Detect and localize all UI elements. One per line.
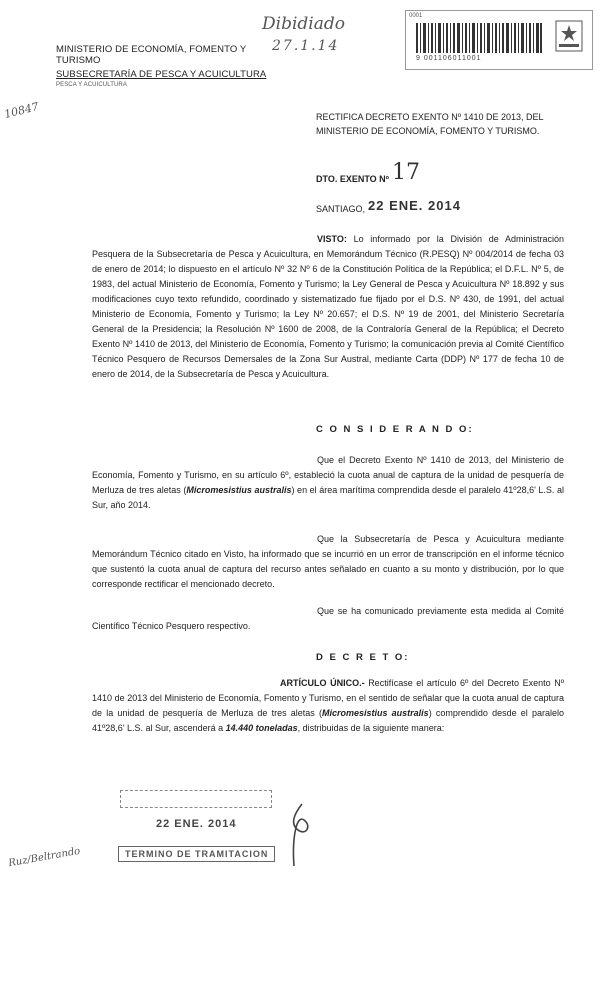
- considerando-3-text: Que se ha comunicado previamente esta medida al Comité Científico Técnico Pesquero respectivo.: [92, 606, 564, 631]
- handwritten-date: 27.1.14: [272, 38, 340, 54]
- visto-paragraph: [92, 232, 564, 382]
- article-tonnage: 14.440 toneladas: [225, 723, 298, 733]
- considerando-1-text-b: ) en el área marítima comprendida desde el paralelo 41º28,6' L.S. al Sur, año 2014.: [92, 485, 564, 510]
- decree-number: 17: [392, 160, 420, 185]
- decree-subject: RECTIFICA DECRETO EXENTO Nº 1410 DE 2013, DEL MINISTERIO DE ECONOMÍA, FOMENTO Y TURISMO.: [316, 112, 544, 136]
- undersecretariat-name: SUBSECRETARÍA DE PESCA Y ACUICULTURA: [56, 69, 267, 80]
- handwritten-note-bottom: Ruz/Beltrando: [7, 845, 82, 870]
- article-species-name: Micromesistius australis: [321, 708, 429, 718]
- signature-mark: [284, 800, 318, 870]
- considerando-paragraph-2: [92, 532, 564, 592]
- handwritten-note-top: Dibidiado: [262, 14, 345, 34]
- letterhead: [56, 44, 286, 88]
- article-text-a: Rectifícase el artículo 6º del Decreto Exento Nº 1410 de 2013 del Ministerio de Economía, Fomento y Turismo, en el sentido de señalar que la cuota anual de captura de la unidad de pesquería de Merluza de tres aletas (: [92, 678, 564, 718]
- article-paragraph: [92, 676, 564, 736]
- handwritten-note-left: 10847: [2, 99, 41, 122]
- considerando-1-text-a: Que el Decreto Exento Nº 1410 de 2013, del Ministerio de Economía, Fomento y Turismo, en su artículo 6º, estableció la cuota anual de captura de la unidad de pesquería de Merluza de tres aletas (: [92, 455, 564, 495]
- seal-icon: [554, 19, 584, 57]
- stamp-top-box: [120, 790, 272, 808]
- barcode-bars: [416, 23, 542, 53]
- barcode-number: 9 001106011001: [416, 55, 482, 62]
- considerando-heading: C O N S I D E R A N D O:: [316, 424, 474, 435]
- letterhead-subline: PESCA Y ACUICULTURA: [56, 82, 127, 88]
- decree-number-label: DTO. EXENTO Nº: [316, 174, 389, 184]
- ministry-name: MINISTERIO DE ECONOMÍA, FOMENTO Y TURISMO: [56, 44, 247, 66]
- decreto-heading: D E C R E T O:: [316, 652, 410, 663]
- considerando-paragraph-3: [92, 604, 564, 634]
- stamp-bottom-text: TERMINO DE TRAMITACION: [118, 846, 275, 862]
- article-label: ARTÍCULO ÚNICO.-: [280, 678, 365, 688]
- species-name: Micromesistius australis: [186, 485, 292, 495]
- decree-date: 22 ENE. 2014: [368, 198, 461, 213]
- barcode-label: [405, 10, 593, 70]
- decree-city: SANTIAGO,: [316, 204, 366, 214]
- barcode-caption: 0001: [409, 13, 423, 19]
- visto-text: Lo informado por la División de Administración Pesquera de la Subsecretaría de Pesca y Acuicultura, en Memorándum Técnico (R.PESQ) Nº 004/2014 de fecha 03 de enero de 2014; lo dispuesto en el artículo Nº 32 Nº 6 de la Constitución Política de la República; el D.F.L. Nº 5, de 1983, del actual Ministerio de Economía, Fomento y Turismo; la Ley General de Pesca y Acuicultura Nº 18.892 y sus modificaciones cuyo texto refundido, coordinado y sistematizado fue fijado por el D.S. Nº 430, de 1991, del actual Ministerio de Economía, Fomento y Turismo; la Ley Nº 20.657; el D.S. Nº 19 de 2001, del Ministerio Secretaría General de la Presidencia; la Resolución Nº 1600 de 2008, de la Contraloría General de la República; el Decreto Exento Nº 1410 de 2013, del Ministerio de Economía, Fomento y Turismo; la comunicación previa al Comité Científico Técnico Pesquero de Recursos Demersales de la Zona Sur Austral, mediante Carta (DDP) Nº 177 de fecha 10 de enero de 2014, de la Subsecretaría de Pesca y Acuicultura.: [92, 234, 564, 379]
- considerando-2-text: Que la Subsecretaría de Pesca y Acuicultura mediante Memorándum Técnico citado en Visto, ha informado que se incurrió en un error de transcripción en el informe técnico que sustentó la cuota anual de captura del recurso antes señalado en cuanto a su monto y distribución, por lo que corresponde rectificar el mencionado decreto.: [92, 534, 564, 589]
- article-text-b: ) comprendido desde el paralelo 41º28,6' L.S. al Sur, ascenderá a: [92, 708, 564, 733]
- article-text-c: , distribuidas de la siguiente manera:: [297, 723, 445, 733]
- processing-stamp: [118, 790, 278, 872]
- visto-label: VISTO:: [317, 234, 347, 244]
- stamp-date: 22 ENE. 2014: [156, 818, 237, 830]
- considerando-paragraph-1: [92, 453, 564, 513]
